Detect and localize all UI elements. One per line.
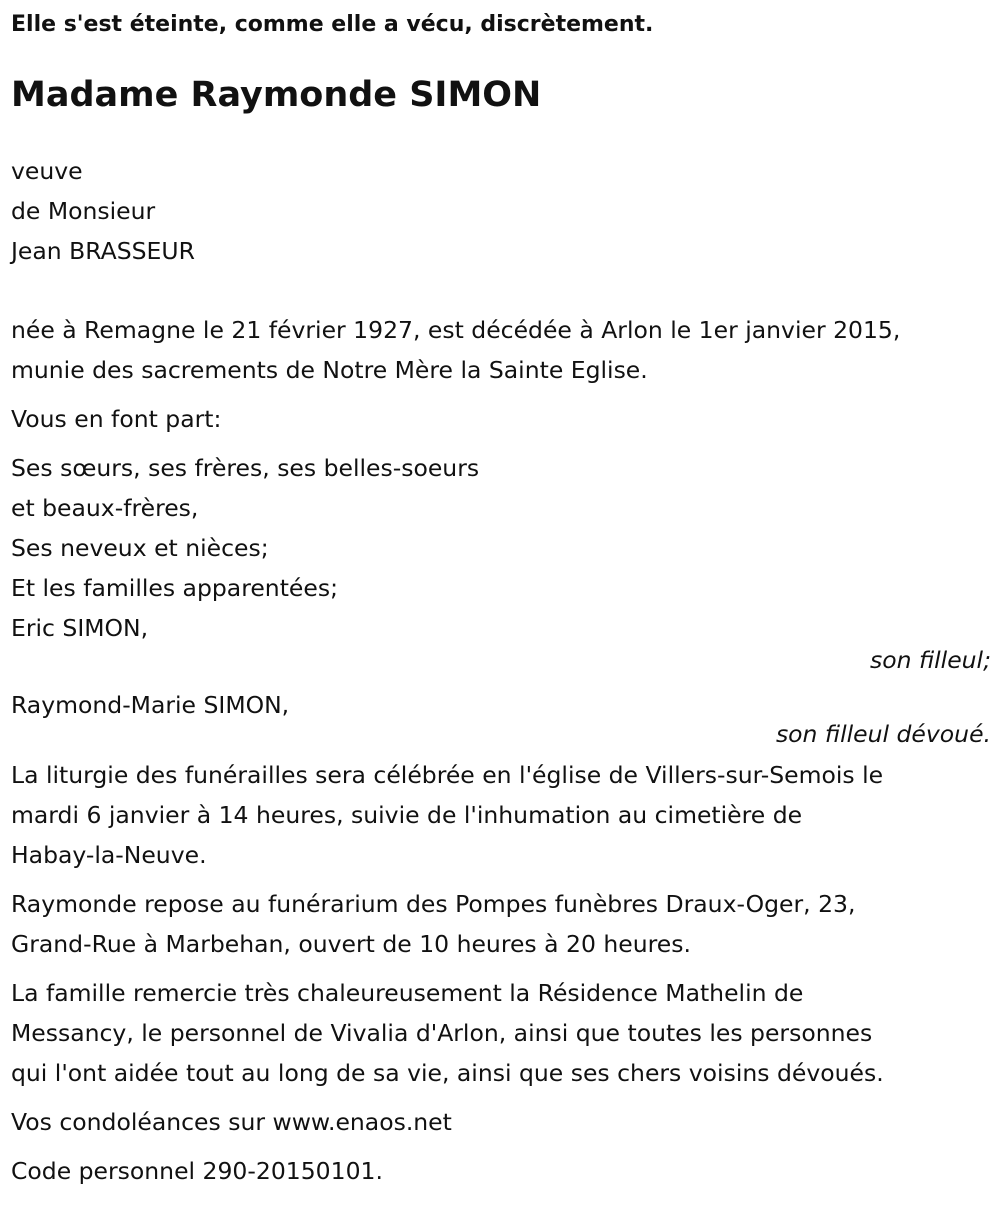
spouse-line: Jean BRASSEUR [11, 237, 195, 265]
thanks-block [11, 973, 991, 1093]
family-block [11, 448, 991, 746]
condolences-line: Vos condoléances sur www.enaos.net [11, 1108, 452, 1136]
family-line: Ses sœurs, ses frères, ses belles-soeurs [11, 454, 480, 482]
birth-death-line: née à Remagne le 21 février 1927, est décédée à Arlon le 1er janvier 2015, [11, 316, 901, 344]
family-line: Eric SIMON, [11, 614, 149, 642]
spouse-line: veuve [11, 157, 83, 185]
godson-role: son filleul dévoué. [775, 720, 991, 748]
family-line: Ses neveux et nièces; [11, 534, 269, 562]
announcement: Vous en font part: [11, 405, 222, 433]
funeral-line: mardi 6 janvier à 14 heures, suivie de l'inhumation au cimetière de [11, 801, 803, 829]
repose-line: Raymonde repose au funérarium des Pompes funèbres Draux-Oger, 23, [11, 890, 856, 918]
godson-name: Raymond-Marie SIMON, [11, 691, 290, 719]
thanks-line: Messancy, le personnel de Vivalia d'Arlon, ainsi que toutes les personnes [11, 1019, 873, 1047]
birth-death-line: munie des sacrements de Notre Mère la Sainte Eglise. [11, 356, 648, 384]
personal-code: Code personnel 290-20150101. [11, 1157, 383, 1185]
intro-line: Elle s'est éteinte, comme elle a vécu, discrètement. [11, 12, 654, 37]
funeral-block [11, 755, 991, 875]
spouse-line: de Monsieur [11, 197, 156, 225]
thanks-line: La famille remercie très chaleureusement la Résidence Mathelin de [11, 979, 804, 1007]
thanks-line: qui l'ont aidée tout au long de sa vie, ainsi que ses chers voisins dévoués. [11, 1059, 884, 1087]
family-line: et beaux-frères, [11, 494, 199, 522]
spouse-block [11, 151, 991, 271]
obituary-notice [11, 0, 991, 1191]
repose-line: Grand-Rue à Marbehan, ouvert de 10 heures à 20 heures. [11, 930, 691, 958]
funeral-line: La liturgie des funérailles sera célébrée en l'église de Villers-sur-Semois le [11, 761, 884, 789]
deceased-name: Madame Raymonde SIMON [11, 75, 542, 115]
birth-death-block [11, 310, 991, 390]
family-line: Et les familles apparentées; [11, 574, 338, 602]
repose-block [11, 884, 991, 964]
funeral-line: Habay-la-Neuve. [11, 841, 207, 869]
godson-role: son filleul; [869, 646, 991, 674]
